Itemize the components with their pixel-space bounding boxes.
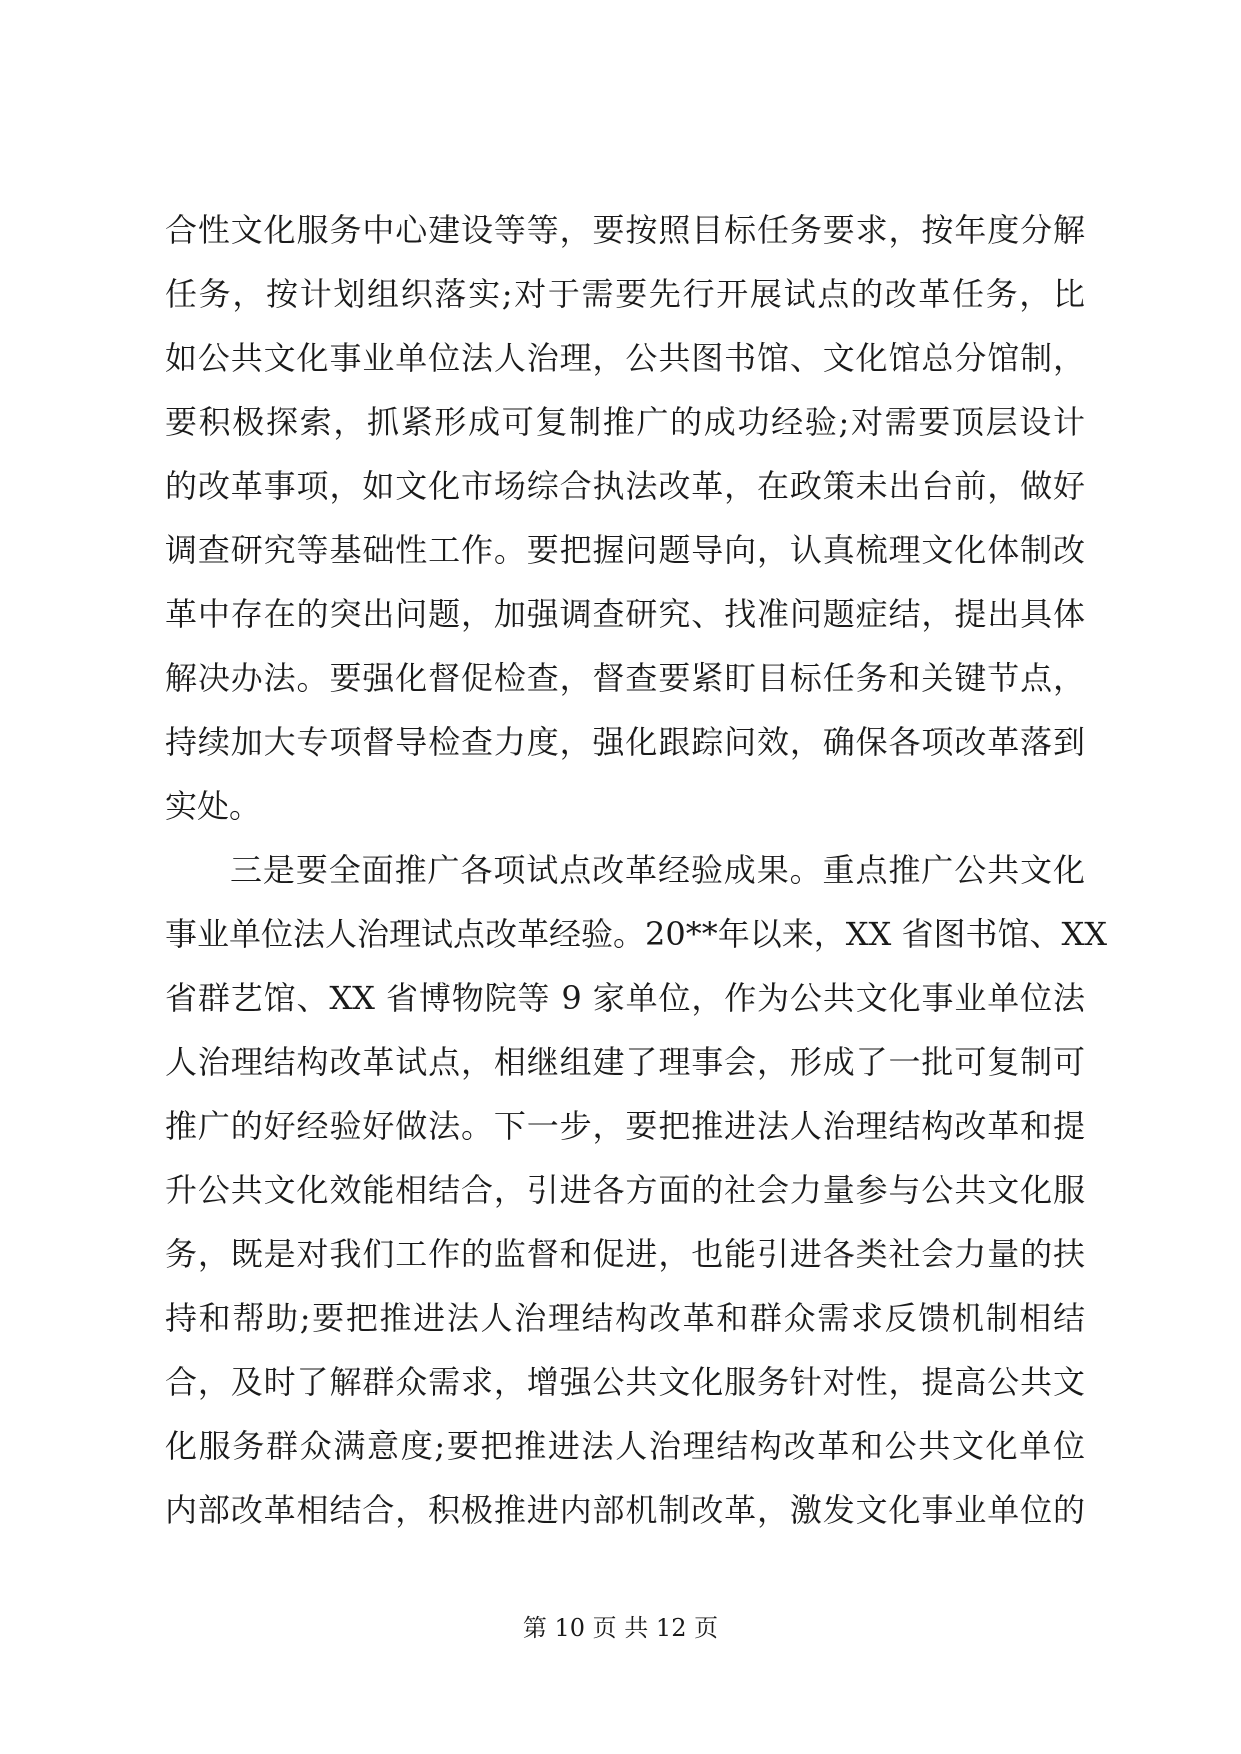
text-line: 调查研究等基础性工作。要把握问题导向，认真梳理文化体制改 xyxy=(165,531,1085,569)
text-line: 任务，按计划组织落实;对于需要先行开展试点的改革任务，比 xyxy=(165,275,1085,313)
text-line: 持续加大专项督导检查力度，强化跟踪问效，确保各项改革落到 xyxy=(165,723,1085,761)
text-line: 化服务群众满意度;要把推进法人治理结构改革和公共文化单位 xyxy=(165,1427,1085,1465)
text-line: 的改革事项，如文化市场综合执法改革，在政策未出台前，做好 xyxy=(165,467,1085,505)
text-line: 内部改革相结合，积极推进内部机制改革，激发文化事业单位的 xyxy=(165,1491,1085,1529)
text-line: 解决办法。要强化督促检查，督查要紧盯目标任务和关键节点， xyxy=(165,659,1085,697)
text-line: 升公共文化效能相结合，引进各方面的社会力量参与公共文化服 xyxy=(165,1171,1085,1209)
text-line: 实处。 xyxy=(165,787,262,825)
text-line: 务，既是对我们工作的监督和促进，也能引进各类社会力量的扶 xyxy=(165,1235,1085,1273)
text-line: 如公共文化事业单位法人治理，公共图书馆、文化馆总分馆制， xyxy=(165,339,1085,377)
text-line: 要积极探索，抓紧形成可复制推广的成功经验;对需要顶层设计 xyxy=(165,403,1085,441)
text-line: 人治理结构改革试点，相继组建了理事会，形成了一批可复制可 xyxy=(165,1043,1085,1081)
paragraph-first-line: 三是要全面推广各项试点改革经验成果。重点推广公共文化 xyxy=(230,851,1085,889)
page-number-footer: 第 10 页 共 12 页 xyxy=(522,1614,719,1642)
text-line: 合性文化服务中心建设等等，要按照目标任务要求，按年度分解 xyxy=(165,211,1085,249)
text-line: 持和帮助;要把推进法人治理结构改革和群众需求反馈机制相结 xyxy=(165,1299,1085,1337)
text-line: 省群艺馆、XX 省博物院等 9 家单位，作为公共文化事业单位法 xyxy=(165,979,1085,1017)
text-line: 合，及时了解群众需求，增强公共文化服务针对性，提高公共文 xyxy=(165,1363,1085,1401)
text-line: 事业单位法人治理试点改革经验。20**年以来，XX 省图书馆、XX xyxy=(165,915,1108,953)
text-line: 革中存在的突出问题，加强调查研究、找准问题症结，提出具体 xyxy=(165,595,1085,633)
body-text xyxy=(165,198,1108,1542)
text-line: 推广的好经验好做法。下一步，要把推进法人治理结构改革和提 xyxy=(165,1107,1085,1145)
